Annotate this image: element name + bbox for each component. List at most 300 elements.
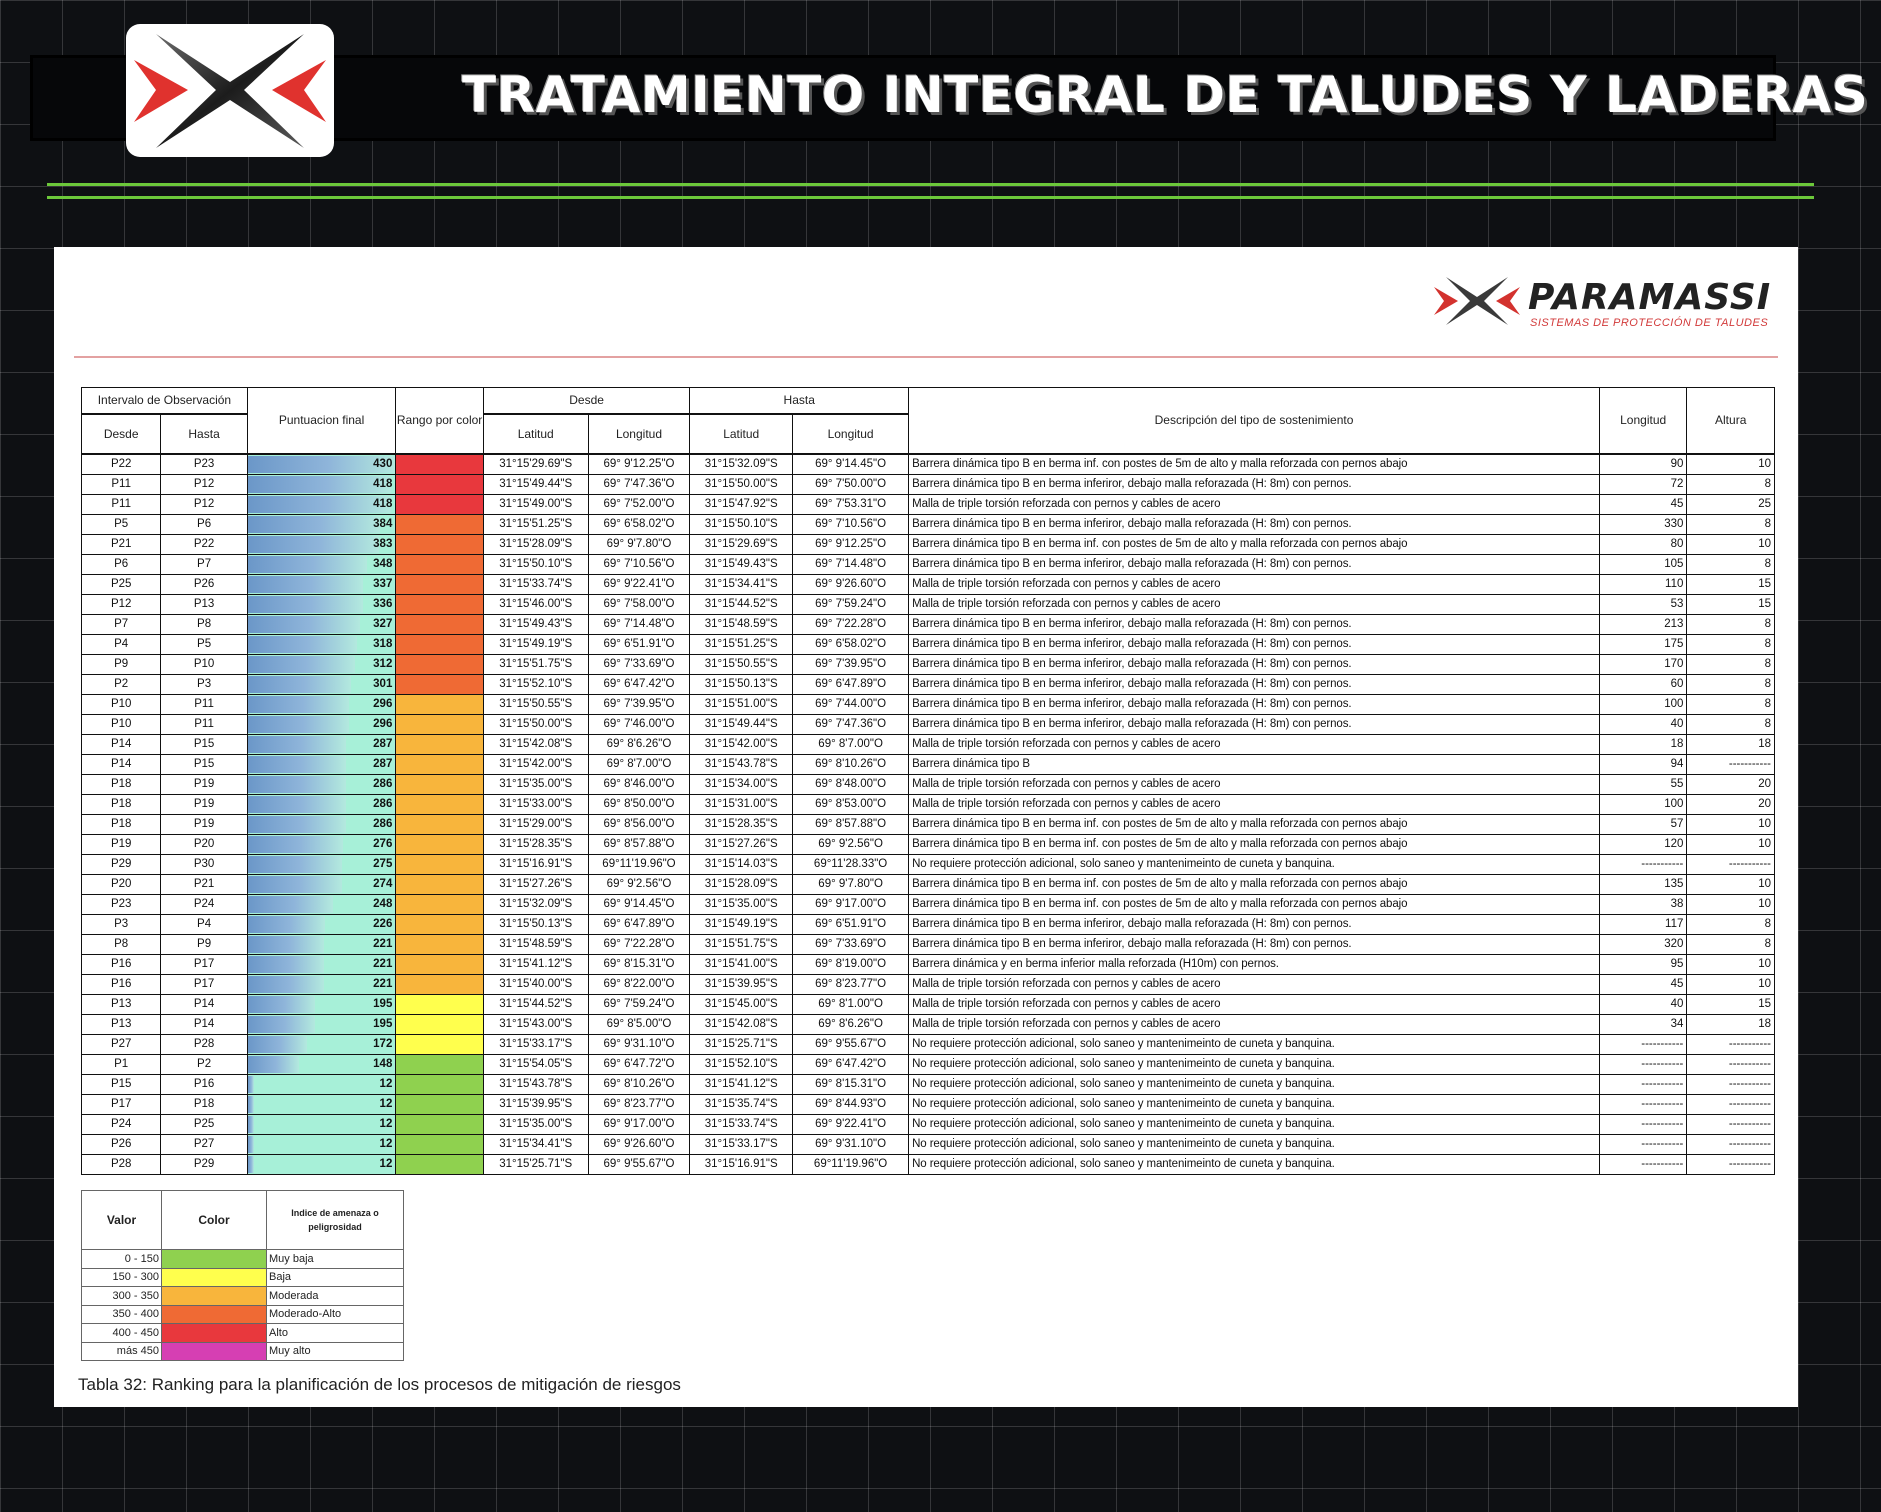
row-color-range xyxy=(396,614,483,634)
row-lat-desde: 31°15'29.69"S xyxy=(483,454,588,475)
row-lat-hasta: 31°15'42.08"S xyxy=(690,1014,793,1034)
header-hasta: Hasta xyxy=(161,414,247,454)
row-description: Malla de triple torsión reforzada con pernos y cables de acero xyxy=(909,594,1600,614)
row-lon-desde: 69° 8'56.00"O xyxy=(588,814,690,834)
green-divider-bottom xyxy=(47,196,1814,199)
row-score: 172 xyxy=(247,1034,396,1054)
score-bar xyxy=(248,476,391,493)
row-description: No requiere protección adicional, solo saneo y mantenimeinto de cuneta y banquina. xyxy=(909,1094,1600,1114)
row-longitud: 105 xyxy=(1599,554,1686,574)
document-page xyxy=(54,247,1798,1407)
row-lon-hasta: 69° 6'47.89"O xyxy=(793,674,909,694)
table-row xyxy=(82,1074,1775,1094)
row-color-range xyxy=(396,1034,483,1054)
legend-row xyxy=(82,1268,404,1287)
table-row xyxy=(82,514,1775,534)
row-lon-hasta: 69° 8'48.00"O xyxy=(793,774,909,794)
row-description: Barrera dinámica tipo B en berma inf. con postes de 5m de alto y malla reforzada con pernos abajo xyxy=(909,874,1600,894)
row-lat-hasta: 31°15'49.43"S xyxy=(690,554,793,574)
legend-header-valor: Valor xyxy=(82,1191,162,1250)
row-color-range xyxy=(396,1054,483,1074)
row-altura: 20 xyxy=(1687,774,1775,794)
score-bar xyxy=(248,1076,254,1093)
legend-label: Moderada xyxy=(267,1287,404,1306)
row-desde: P14 xyxy=(82,734,161,754)
row-desde: P19 xyxy=(82,834,161,854)
table-row xyxy=(82,694,1775,714)
row-lat-desde: 31°15'50.10"S xyxy=(483,554,588,574)
row-lat-hasta: 31°15'39.95"S xyxy=(690,974,793,994)
row-altura: ----------- xyxy=(1687,1154,1775,1174)
row-score: 383 xyxy=(247,534,396,554)
row-lat-hasta: 31°15'44.52"S xyxy=(690,594,793,614)
row-color-range xyxy=(396,774,483,794)
row-description: Barrera dinámica tipo B en berma inf. con postes de 5m de alto y malla reforzada con pernos abajo xyxy=(909,814,1600,834)
score-bar xyxy=(248,556,367,573)
row-longitud: 95 xyxy=(1599,954,1686,974)
row-lon-hasta: 69°11'19.96"O xyxy=(793,1154,909,1174)
row-color-range xyxy=(396,794,483,814)
row-color-range xyxy=(396,1114,483,1134)
row-lon-desde: 69° 6'47.89"O xyxy=(588,914,690,934)
row-lat-hasta: 31°15'41.12"S xyxy=(690,1074,793,1094)
table-body xyxy=(82,454,1775,1175)
legend-label: Moderado-Alto xyxy=(267,1305,404,1324)
row-hasta: P9 xyxy=(161,934,247,954)
row-lon-hasta: 69° 9'17.00"O xyxy=(793,894,909,914)
row-altura: ----------- xyxy=(1687,1114,1775,1134)
row-altura: 15 xyxy=(1687,594,1775,614)
table-row xyxy=(82,1034,1775,1054)
row-lon-hasta: 69° 9'31.10"O xyxy=(793,1134,909,1154)
row-desde: P18 xyxy=(82,774,161,794)
table-row xyxy=(82,454,1775,475)
row-lon-desde: 69° 8'50.00"O xyxy=(588,794,690,814)
row-lon-hasta: 69° 7'14.48"O xyxy=(793,554,909,574)
row-score: 337 xyxy=(247,574,396,594)
score-bar xyxy=(248,996,315,1013)
legend-label: Alto xyxy=(267,1324,404,1343)
row-longitud: 175 xyxy=(1599,634,1686,654)
row-score: 286 xyxy=(247,794,396,814)
header-longitud-desde: Longitud xyxy=(588,414,690,454)
table-row xyxy=(82,494,1775,514)
row-score: 318 xyxy=(247,634,396,654)
row-lon-desde: 69°11'19.96"O xyxy=(588,854,690,874)
row-hasta: P27 xyxy=(161,1134,247,1154)
x-logo-icon xyxy=(126,24,334,157)
score-bar xyxy=(248,1136,254,1153)
row-lon-desde: 69° 8'10.26"O xyxy=(588,1074,690,1094)
row-color-range xyxy=(396,854,483,874)
row-longitud: 38 xyxy=(1599,894,1686,914)
row-lon-hasta: 69° 9'26.60"O xyxy=(793,574,909,594)
header-longitud-m: Longitud xyxy=(1599,388,1686,454)
legend-color-swatch xyxy=(162,1268,267,1287)
row-desde: P17 xyxy=(82,1094,161,1114)
row-lat-desde: 31°15'51.75"S xyxy=(483,654,588,674)
row-altura: 10 xyxy=(1687,894,1775,914)
row-desde: P20 xyxy=(82,874,161,894)
score-bar xyxy=(248,576,364,593)
company-logo xyxy=(126,24,334,157)
row-longitud: 72 xyxy=(1599,474,1686,494)
row-lat-hasta: 31°15'25.71"S xyxy=(690,1034,793,1054)
row-lat-hasta: 31°15'52.10"S xyxy=(690,1054,793,1074)
row-lat-desde: 31°15'43.78"S xyxy=(483,1074,588,1094)
row-lat-desde: 31°15'50.00"S xyxy=(483,714,588,734)
row-desde: P14 xyxy=(82,754,161,774)
table-row xyxy=(82,634,1775,654)
row-altura: ----------- xyxy=(1687,1074,1775,1094)
row-lon-desde: 69° 9'22.41"O xyxy=(588,574,690,594)
row-color-range xyxy=(396,514,483,534)
row-lon-hasta: 69° 8'19.00"O xyxy=(793,954,909,974)
row-longitud: ----------- xyxy=(1599,1034,1686,1054)
row-color-range xyxy=(396,474,483,494)
row-lat-hasta: 31°15'49.44"S xyxy=(690,714,793,734)
row-desde: P11 xyxy=(82,494,161,514)
row-altura: ----------- xyxy=(1687,754,1775,774)
legend-color-swatch xyxy=(162,1287,267,1306)
row-lon-desde: 69° 9'14.45"O xyxy=(588,894,690,914)
row-lat-desde: 31°15'44.52"S xyxy=(483,994,588,1014)
row-altura: 8 xyxy=(1687,914,1775,934)
row-desde: P15 xyxy=(82,1074,161,1094)
row-lon-desde: 69° 9'2.56"O xyxy=(588,874,690,894)
row-score: 12 xyxy=(247,1134,396,1154)
row-lon-hasta: 69° 6'51.91"O xyxy=(793,914,909,934)
row-lon-desde: 69° 6'58.02"O xyxy=(588,514,690,534)
row-lon-hasta: 69° 7'50.00"O xyxy=(793,474,909,494)
row-hasta: P19 xyxy=(161,814,247,834)
score-bar xyxy=(248,1156,254,1173)
row-color-range xyxy=(396,1074,483,1094)
score-bar xyxy=(248,896,333,913)
row-longitud: 320 xyxy=(1599,934,1686,954)
row-altura: 8 xyxy=(1687,474,1775,494)
score-bar xyxy=(248,736,346,753)
row-desde: P11 xyxy=(82,474,161,494)
row-score: 286 xyxy=(247,814,396,834)
row-color-range xyxy=(396,1094,483,1114)
row-lat-hasta: 31°15'14.03"S xyxy=(690,854,793,874)
row-score: 275 xyxy=(247,854,396,874)
row-longitud: 90 xyxy=(1599,454,1686,475)
row-hasta: P10 xyxy=(161,654,247,674)
row-hasta: P14 xyxy=(161,994,247,1014)
header-desde: Desde xyxy=(82,414,161,454)
row-desde: P5 xyxy=(82,514,161,534)
row-lat-desde: 31°15'48.59"S xyxy=(483,934,588,954)
row-desde: P7 xyxy=(82,614,161,634)
row-lon-desde: 69° 7'22.28"O xyxy=(588,934,690,954)
legend-valor: 0 - 150 xyxy=(82,1250,162,1269)
row-lon-desde: 69° 9'26.60"O xyxy=(588,1134,690,1154)
row-lon-hasta: 69° 8'6.26"O xyxy=(793,1014,909,1034)
row-lon-hasta: 69° 6'58.02"O xyxy=(793,634,909,654)
row-lat-hasta: 31°15'34.41"S xyxy=(690,574,793,594)
score-bar xyxy=(248,536,379,553)
row-lon-hasta: 69° 7'22.28"O xyxy=(793,614,909,634)
row-lat-desde: 31°15'16.91"S xyxy=(483,854,588,874)
row-score: 12 xyxy=(247,1154,396,1174)
score-bar xyxy=(248,656,355,673)
legend-label: Baja xyxy=(267,1268,404,1287)
row-lon-desde: 69° 9'12.25"O xyxy=(588,454,690,475)
row-desde: P18 xyxy=(82,794,161,814)
row-desde: P8 xyxy=(82,934,161,954)
row-description: No requiere protección adicional, solo saneo y mantenimeinto de cuneta y banquina. xyxy=(909,1074,1600,1094)
row-longitud: ----------- xyxy=(1599,1154,1686,1174)
row-longitud: 45 xyxy=(1599,494,1686,514)
row-longitud: 94 xyxy=(1599,754,1686,774)
row-altura: 8 xyxy=(1687,674,1775,694)
row-lat-desde: 31°15'49.43"S xyxy=(483,614,588,634)
row-altura: 8 xyxy=(1687,634,1775,654)
row-lon-desde: 69° 7'39.95"O xyxy=(588,694,690,714)
row-hasta: P15 xyxy=(161,754,247,774)
row-description: Malla de triple torsión reforzada con pernos y cables de acero xyxy=(909,1014,1600,1034)
row-altura: ----------- xyxy=(1687,1054,1775,1074)
score-bar xyxy=(248,816,346,833)
row-score: 195 xyxy=(247,994,396,1014)
row-description: Malla de triple torsión reforzada con pernos y cables de acero xyxy=(909,794,1600,814)
row-color-range xyxy=(396,754,483,774)
row-hasta: P5 xyxy=(161,634,247,654)
score-bar xyxy=(248,516,380,533)
row-lon-hasta: 69° 7'44.00"O xyxy=(793,694,909,714)
page-title: TRATAMIENTO INTEGRAL DE TALUDES Y LADERAS xyxy=(462,66,1869,124)
row-lon-hasta: 69° 7'39.95"O xyxy=(793,654,909,674)
score-bar xyxy=(248,616,360,633)
table-row xyxy=(82,1014,1775,1034)
row-description: No requiere protección adicional, solo saneo y mantenimeinto de cuneta y banquina. xyxy=(909,1134,1600,1154)
paramassi-x-icon xyxy=(1432,271,1522,331)
score-bar xyxy=(248,976,324,993)
row-score: 221 xyxy=(247,934,396,954)
legend-body xyxy=(82,1250,404,1361)
row-longitud: 100 xyxy=(1599,794,1686,814)
row-altura: ----------- xyxy=(1687,1094,1775,1114)
row-hasta: P15 xyxy=(161,734,247,754)
row-lat-hasta: 31°15'16.91"S xyxy=(690,1154,793,1174)
row-lat-desde: 31°15'51.25"S xyxy=(483,514,588,534)
row-color-range xyxy=(396,994,483,1014)
row-lat-hasta: 31°15'28.09"S xyxy=(690,874,793,894)
row-color-range xyxy=(396,934,483,954)
row-color-range xyxy=(396,954,483,974)
table-row xyxy=(82,714,1775,734)
row-lon-hasta: 69° 8'57.88"O xyxy=(793,814,909,834)
row-score: 12 xyxy=(247,1094,396,1114)
row-lat-desde: 31°15'33.74"S xyxy=(483,574,588,594)
row-lon-desde: 69° 9'55.67"O xyxy=(588,1154,690,1174)
row-altura: 10 xyxy=(1687,454,1775,475)
row-description: Malla de triple torsión reforzada con pernos y cables de acero xyxy=(909,734,1600,754)
row-color-range xyxy=(396,974,483,994)
row-altura: ----------- xyxy=(1687,1134,1775,1154)
row-lon-desde: 69° 7'10.56"O xyxy=(588,554,690,574)
row-hasta: P17 xyxy=(161,974,247,994)
row-description: No requiere protección adicional, solo saneo y mantenimeinto de cuneta y banquina. xyxy=(909,1154,1600,1174)
row-score: 274 xyxy=(247,874,396,894)
legend-valor: 400 - 450 xyxy=(82,1324,162,1343)
row-description: Malla de triple torsión reforzada con pernos y cables de acero xyxy=(909,994,1600,1014)
legend-color-swatch xyxy=(162,1324,267,1343)
row-lon-desde: 69° 7'47.36"O xyxy=(588,474,690,494)
row-hasta: P17 xyxy=(161,954,247,974)
row-color-range xyxy=(396,814,483,834)
row-hasta: P3 xyxy=(161,674,247,694)
score-bar xyxy=(248,1036,307,1053)
row-hasta: P26 xyxy=(161,574,247,594)
row-longitud: 80 xyxy=(1599,534,1686,554)
row-lat-desde: 31°15'29.00"S xyxy=(483,814,588,834)
row-score: 276 xyxy=(247,834,396,854)
row-longitud: 40 xyxy=(1599,994,1686,1014)
row-color-range xyxy=(396,874,483,894)
row-altura: ----------- xyxy=(1687,854,1775,874)
row-desde: P4 xyxy=(82,634,161,654)
row-hasta: P28 xyxy=(161,1034,247,1054)
row-hasta: P23 xyxy=(161,454,247,475)
row-description: Malla de triple torsión reforzada con pernos y cables de acero xyxy=(909,574,1600,594)
row-score: 287 xyxy=(247,734,396,754)
row-altura: 8 xyxy=(1687,614,1775,634)
score-bar xyxy=(248,596,363,613)
table-row xyxy=(82,1134,1775,1154)
row-desde: P13 xyxy=(82,1014,161,1034)
row-description: No requiere protección adicional, solo saneo y mantenimeinto de cuneta y banquina. xyxy=(909,854,1600,874)
row-desde: P16 xyxy=(82,974,161,994)
row-lat-desde: 31°15'33.17"S xyxy=(483,1034,588,1054)
row-lat-hasta: 31°15'35.00"S xyxy=(690,894,793,914)
legend-color-swatch xyxy=(162,1305,267,1324)
row-hasta: P16 xyxy=(161,1074,247,1094)
row-lat-hasta: 31°15'32.09"S xyxy=(690,454,793,475)
row-lat-desde: 31°15'39.95"S xyxy=(483,1094,588,1114)
row-score: 221 xyxy=(247,974,396,994)
legend-table xyxy=(81,1190,404,1361)
header-latitud-desde: Latitud xyxy=(483,414,588,454)
row-color-range xyxy=(396,834,483,854)
row-lat-desde: 31°15'49.44"S xyxy=(483,474,588,494)
row-desde: P12 xyxy=(82,594,161,614)
row-hasta: P14 xyxy=(161,1014,247,1034)
row-score: 312 xyxy=(247,654,396,674)
row-lat-hasta: 31°15'50.00"S xyxy=(690,474,793,494)
score-bar xyxy=(248,676,351,693)
table-row xyxy=(82,994,1775,1014)
row-score: 296 xyxy=(247,714,396,734)
row-hasta: P19 xyxy=(161,794,247,814)
row-lat-desde: 31°15'41.12"S xyxy=(483,954,588,974)
header-hasta-group: Hasta xyxy=(690,388,909,414)
row-description: Barrera dinámica tipo B en berma inf. con postes de 5m de alto y malla reforzada con pernos abajo xyxy=(909,894,1600,914)
row-description: Barrera dinámica tipo B en berma inf. con postes de 5m de alto y malla reforzada con pernos abajo xyxy=(909,454,1600,475)
row-score: 286 xyxy=(247,774,396,794)
row-lon-desde: 69° 8'5.00"O xyxy=(588,1014,690,1034)
score-bar xyxy=(248,916,326,933)
legend-color-swatch xyxy=(162,1250,267,1269)
row-altura: 15 xyxy=(1687,574,1775,594)
score-bar xyxy=(248,796,346,813)
row-desde: P21 xyxy=(82,534,161,554)
row-lat-hasta: 31°15'50.55"S xyxy=(690,654,793,674)
row-lat-desde: 31°15'52.10"S xyxy=(483,674,588,694)
row-lat-desde: 31°15'49.00"S xyxy=(483,494,588,514)
legend-valor: 150 - 300 xyxy=(82,1268,162,1287)
row-lat-desde: 31°15'27.26"S xyxy=(483,874,588,894)
row-lat-hasta: 31°15'41.00"S xyxy=(690,954,793,974)
score-bar xyxy=(248,716,350,733)
row-longitud: 117 xyxy=(1599,914,1686,934)
table-row xyxy=(82,574,1775,594)
score-bar xyxy=(248,936,324,953)
table-row xyxy=(82,1154,1775,1174)
row-longitud: 45 xyxy=(1599,974,1686,994)
table-row xyxy=(82,754,1775,774)
row-score: 287 xyxy=(247,754,396,774)
row-desde: P3 xyxy=(82,914,161,934)
brand-logo xyxy=(1432,271,1772,333)
table-row xyxy=(82,774,1775,794)
row-longitud: 53 xyxy=(1599,594,1686,614)
table-row xyxy=(82,1054,1775,1074)
row-description: Barrera dinámica tipo B en berma inferiror, debajo malla reforazada (H: 8m) con pernos. xyxy=(909,474,1600,494)
row-lon-hasta: 69° 9'14.45"O xyxy=(793,454,909,475)
row-hasta: P8 xyxy=(161,614,247,634)
row-altura: ----------- xyxy=(1687,1034,1775,1054)
row-description: No requiere protección adicional, solo saneo y mantenimeinto de cuneta y banquina. xyxy=(909,1034,1600,1054)
table-row xyxy=(82,974,1775,994)
row-hasta: P29 xyxy=(161,1154,247,1174)
row-altura: 8 xyxy=(1687,514,1775,534)
table-row xyxy=(82,674,1775,694)
row-longitud: ----------- xyxy=(1599,1114,1686,1134)
row-lon-desde: 69° 8'7.00"O xyxy=(588,754,690,774)
row-description: Malla de triple torsión reforzada con pernos y cables de acero xyxy=(909,494,1600,514)
row-lat-hasta: 31°15'27.26"S xyxy=(690,834,793,854)
row-color-range xyxy=(396,714,483,734)
row-score: 221 xyxy=(247,954,396,974)
row-color-range xyxy=(396,634,483,654)
row-altura: 10 xyxy=(1687,834,1775,854)
row-lon-desde: 69° 7'46.00"O xyxy=(588,714,690,734)
score-bar xyxy=(248,1096,254,1113)
row-lon-desde: 69° 8'57.88"O xyxy=(588,834,690,854)
row-lon-desde: 69° 6'51.91"O xyxy=(588,634,690,654)
row-color-range xyxy=(396,1134,483,1154)
row-longitud: 40 xyxy=(1599,714,1686,734)
legend-row xyxy=(82,1287,404,1306)
row-lat-hasta: 31°15'51.25"S xyxy=(690,634,793,654)
row-score: 148 xyxy=(247,1054,396,1074)
row-altura: 10 xyxy=(1687,534,1775,554)
legend-row xyxy=(82,1305,404,1324)
row-hasta: P24 xyxy=(161,894,247,914)
row-altura: 8 xyxy=(1687,554,1775,574)
row-lat-hasta: 31°15'51.75"S xyxy=(690,934,793,954)
row-lon-desde: 69° 8'22.00"O xyxy=(588,974,690,994)
row-color-range xyxy=(396,894,483,914)
row-description: Barrera dinámica tipo B en berma inferiror, debajo malla reforazada (H: 8m) con pernos. xyxy=(909,934,1600,954)
row-desde: P6 xyxy=(82,554,161,574)
row-lon-desde: 69° 8'46.00"O xyxy=(588,774,690,794)
row-lat-hasta: 31°15'33.74"S xyxy=(690,1114,793,1134)
row-altura: 10 xyxy=(1687,874,1775,894)
